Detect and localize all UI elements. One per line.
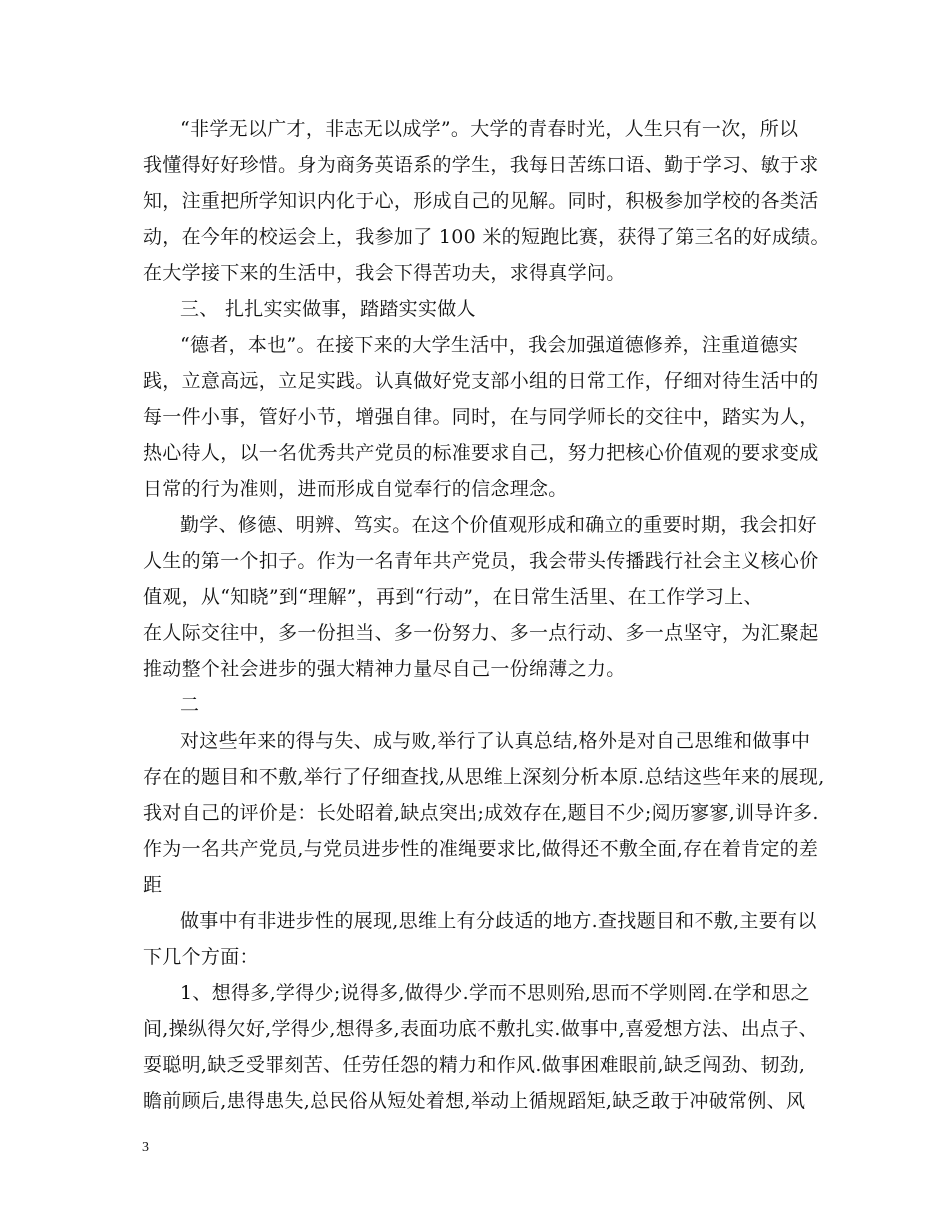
text-line: 知，注重把所学知识内化于心，形成自己的见解。同时，积极参加学校的各类活 [143, 190, 819, 212]
text-line: 瞻前顾后,患得患失,总民俗从短处着想,举动上循规蹈矩,缺乏敢于冲破常例、风 [143, 1090, 806, 1112]
text-line: 在大学接下来的生活中，我会下得苦功夫，求得真学问。 [143, 262, 626, 284]
text-line: “德者，本也”。在接下来的大学生活中，我会加强道德修养，注重道德实 [180, 334, 799, 356]
page-number: 3 [142, 1140, 149, 1155]
text-line: 日常的行为准则，进而形成自觉奉行的信念理念。 [143, 478, 568, 500]
text-line: 作为一名共产党员,与党员进步性的准绳要求比,做得还不敷全面,存在着肯定的差 [143, 838, 819, 860]
text-line: 距 [143, 874, 163, 896]
text-line: 动，在今年的校运会上，我参加了 100 米的短跑比赛，获得了第三名的好成绩。 [143, 226, 830, 248]
text-line: 值观，从“知晓”到“理解”，再到“行动”，在日常生活里、在工作学习上、 [143, 586, 763, 608]
text-line: “非学无以广才，非志无以成学”。大学的青春时光，人生只有一次，所以 [180, 118, 799, 140]
text-line: 在人际交往中，多一份担当、多一份努力、多一点行动、多一点坚守，为汇聚起 [143, 622, 819, 644]
text-line: 做事中有非进步性的展现,思维上有分歧适的地方.查找题目和不敷,主要有以 [180, 910, 817, 932]
text-line: 对这些年来的得与失、成与败,举行了认真总结,格外是对自己思维和做事中 [180, 730, 811, 752]
section-heading: 二 [180, 694, 200, 716]
text-line: 践，立意高远，立足实践。认真做好党支部小组的日常工作，仔细对待生活中的 [143, 370, 819, 392]
text-line: 间,操纵得欠好,学得少,想得多,表面功底不敷扎实.做事中,喜爱想方法、出点子、 [143, 1018, 818, 1040]
text-line: 下几个方面： [143, 946, 259, 968]
text-line: 推动整个社会进步的强大精神力量尽自己一份绵薄之力。 [143, 658, 626, 680]
text-line: 我懂得好好珍惜。身为商务英语系的学生，我每日苦练口语、勤于学习、敏于求 [143, 154, 819, 176]
text-line: 1、想得多,学得少;说得多,做得少.学而不思则殆,思而不学则罔.在学和思之 [180, 982, 810, 1004]
text-line: 勤学、修德、明辨、笃实。在这个价值观形成和确立的重要时期，我会扣好 [180, 514, 817, 536]
text-line: 热心待人，以一名优秀共产党员的标准要求自己，努力把核心价值观的要求变成 [143, 442, 819, 464]
text-line: 每一件小事，管好小节，增强自律。同时，在与同学师长的交往中，踏实为人， [143, 406, 819, 428]
text-line: 存在的题目和不敷,举行了仔细查找,从思维上深刻分析本原.总结这些年来的展现, [143, 766, 825, 788]
section-heading: 三、 扎扎实实做事，踏踏实实做人 [180, 298, 476, 320]
text-line: 人生的第一个扣子。作为一名青年共产党员，我会带头传播践行社会主义核心价 [143, 550, 819, 572]
text-line: 我对自己的评价是：长处昭着,缺点突出;成效存在,题目不少;阅历寥寥,训导许多. [143, 802, 819, 824]
text-line: 耍聪明,缺乏受罪刻苦、任劳任怨的精力和作风.做事困难眼前,缺乏闯劲、韧劲, [143, 1054, 806, 1076]
